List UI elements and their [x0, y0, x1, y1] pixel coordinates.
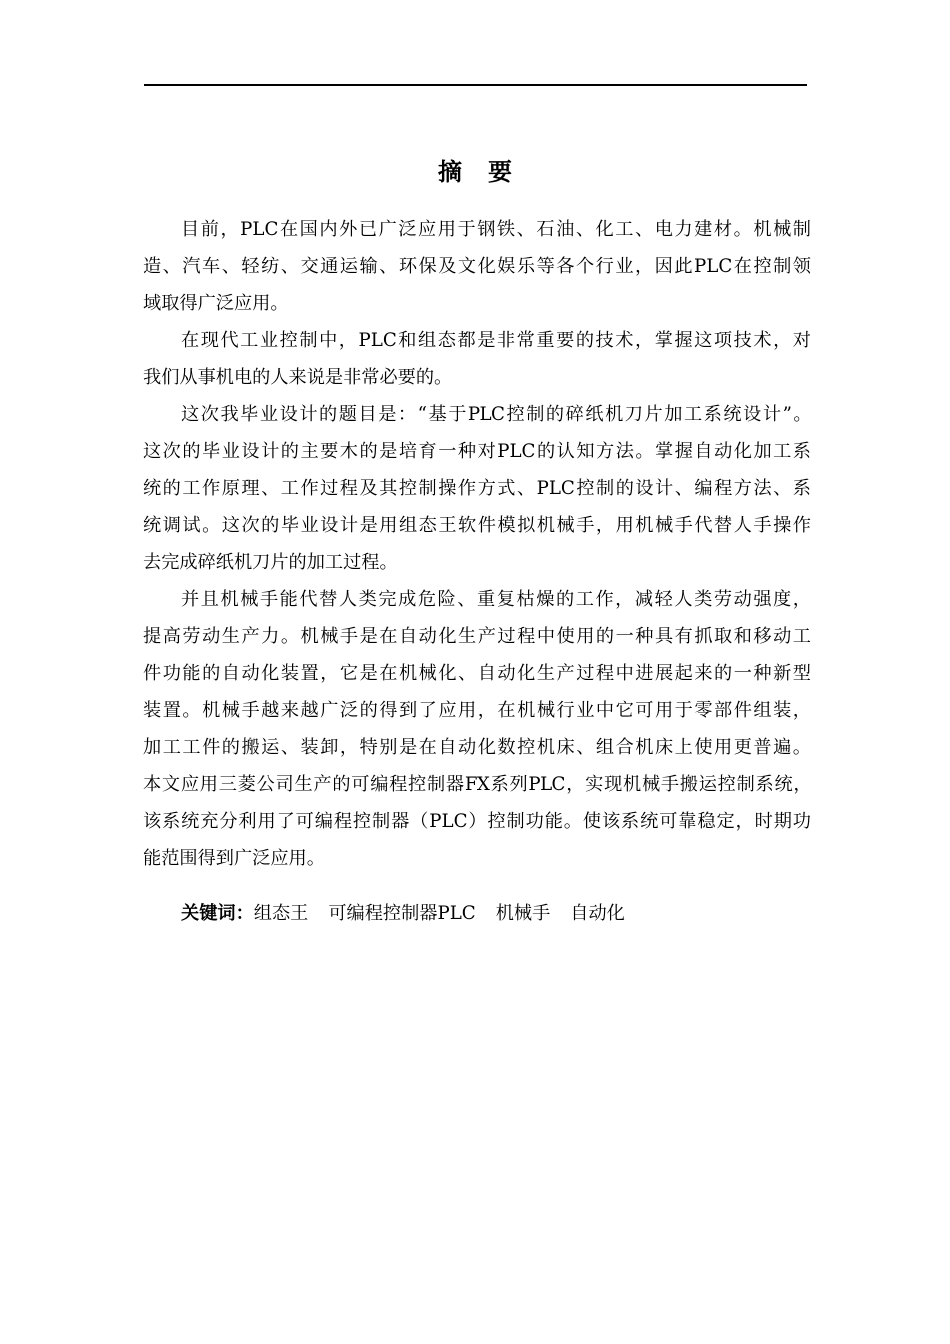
paragraph-3-line-4: 统调试。这次的毕业设计是用组态王软件模拟机械手，用机械手代替人手操作	[143, 515, 811, 536]
paragraph-4-line-1: 并且机械手能代替人类完成危险、重复枯燥的工作，减轻人类劳动强度，	[181, 589, 811, 610]
paragraph-4-line-5: 加工工件的搬运、装卸，特别是在自动化数控机床、组合机床上使用更普遍。	[143, 737, 811, 758]
paragraph-3-line-5: 去完成碎纸机刀片的加工过程。	[143, 552, 398, 573]
paragraph-4-line-6: 本文应用三菱公司生产的可编程控制器FX系列PLC，实现机械手搬运控制系统，	[143, 774, 811, 795]
paragraph-2-line-1: 在现代工业控制中，PLC和组态都是非常重要的技术，掌握这项技术，对	[181, 330, 811, 351]
paragraph-3-line-2: 这次的毕业设计的主要木的是培育一种对PLC的认知方法。掌握自动化加工系	[143, 441, 811, 462]
keyword-item: 自动化	[570, 903, 625, 924]
paragraph-4-line-7: 该系统充分利用了可编程控制器（PLC）控制功能。使该系统可靠稳定，时期功	[143, 811, 811, 832]
keywords-line	[181, 895, 645, 932]
paragraph-4-line-3: 件功能的自动化装置，它是在机械化、自动化生产过程中进展起来的一种新型	[143, 663, 811, 684]
paragraph-4-line-2: 提高劳动生产力。机械手是在自动化生产过程中使用的一种具有抓取和移动工	[143, 626, 811, 647]
paragraph-2-line-2: 我们从事机电的人来说是非常必要的。	[143, 367, 453, 388]
paragraph-4-line-8: 能范围得到广泛应用。	[143, 848, 325, 869]
keyword-item: 可编程控制器PLC	[328, 903, 476, 924]
paragraph-1-line-3: 域取得广泛应用。	[143, 293, 289, 314]
paragraph-1-line-2: 造、汽车、轻纺、交通运输、环保及文化娱乐等各个行业，因此PLC在控制领	[143, 256, 811, 277]
keyword-item: 机械手	[495, 903, 551, 924]
paragraph-1-line-1: 目前，PLC在国内外已广泛应用于钢铁、石油、化工、电力建材。机械制	[181, 219, 811, 240]
abstract-body	[143, 211, 811, 877]
paragraph-4-line-4: 装置。机械手越来越广泛的得到了应用，在机械行业中它可用于零部件组装，	[143, 700, 811, 721]
header-rule	[144, 84, 807, 86]
keyword-item: 组态王	[253, 903, 309, 924]
paragraph-3-line-3: 统的工作原理、工作过程及其控制操作方式、PLC控制的设计、编程方法、系	[143, 478, 811, 499]
page-title: 摘要	[438, 158, 538, 186]
keywords-label: 关键词：	[181, 903, 254, 924]
paragraph-3-line-1: 这次我毕业设计的题目是：“基于PLC控制的碎纸机刀片加工系统设计”。	[181, 404, 811, 425]
